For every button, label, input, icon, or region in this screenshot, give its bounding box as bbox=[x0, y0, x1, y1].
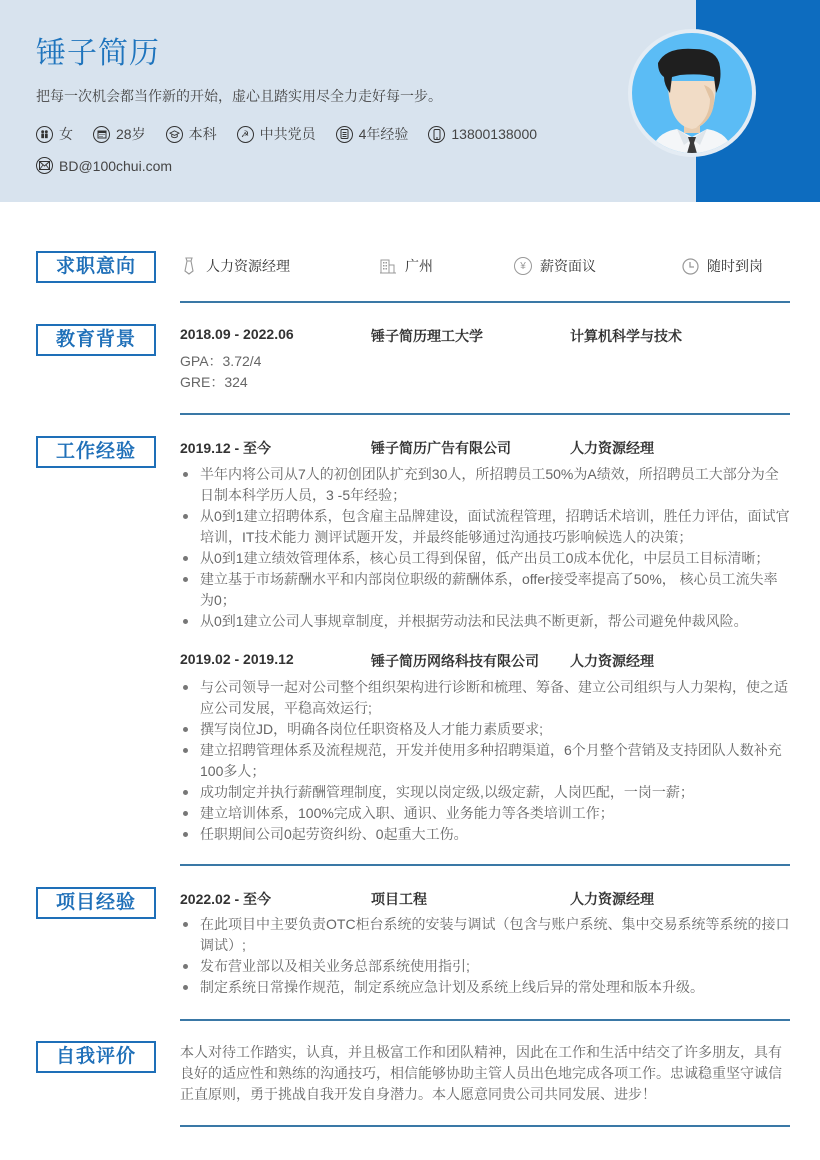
tie-icon bbox=[180, 257, 198, 275]
self-evaluation-text: 本人对待工作踏实，认真，并且极富工作和团队精神，因此在工作和生活中结交了许多朋友，具有良好的适应性和熟练的沟通技巧，相信能够协助主管人员出色地完成各项工作。忠诚稳重坚守诚信正直原则，勇于挑战自我开发自身潜力。本人愿意同贵公司共同发展、进步！ bbox=[180, 1044, 782, 1102]
resume-motto: 把每一次机会都当作新的开始，虚心且踏实用尽全力走好每一步。 bbox=[36, 88, 442, 104]
list-item: 半年内将公司从7人的初创团队扩充到30人，所招聘员工50%为A绩效，所招聘员工大部分为全日制本科学历人员，3 -5年经验； bbox=[180, 464, 790, 506]
info-email: BD@100chui.com bbox=[36, 157, 172, 174]
list-item: 建立招聘管理体系及流程规范，开发并使用多种招聘渠道，6个月整个营销及支持团队人数补充100多人； bbox=[180, 740, 790, 782]
resume-name: 锤子简历 bbox=[36, 37, 160, 70]
intent-position: 人力资源经理 bbox=[180, 256, 290, 276]
project-name: 项目工程 bbox=[371, 891, 427, 907]
list-item: 任职期间公司0起劳资纠纷、0起重大工伤。 bbox=[180, 824, 790, 845]
job-company: 锤子简历网络科技有限公司 bbox=[371, 653, 539, 669]
education-major: 计算机科学与技术 bbox=[570, 328, 682, 344]
project-bullets bbox=[180, 914, 790, 998]
list-item: 发布营业部以及相关业务总部系统使用指引; bbox=[180, 956, 790, 977]
job-intent-row bbox=[180, 251, 790, 281]
education-gpa: GPA：3.72/4 bbox=[180, 353, 262, 369]
list-item: 成功制定并执行薪酬管理制度，实现以岗定级,以级定薪，人岗匹配，一岗一薪； bbox=[180, 782, 790, 803]
contact-info-row bbox=[36, 157, 192, 174]
job-date: 2019.12 - 至今 bbox=[180, 440, 272, 456]
job-role: 人力资源经理 bbox=[570, 653, 654, 669]
intent-availability: 随时到岗 bbox=[681, 256, 763, 276]
list-item: 建立培训体系，100%完成入职、通识、业务能力等各类培训工作； bbox=[180, 803, 790, 824]
job-company: 锤子简历广告有限公司 bbox=[371, 440, 511, 456]
clock-icon bbox=[681, 257, 699, 275]
job-bullets bbox=[180, 464, 790, 632]
info-political-status: ☭ 中共党员 bbox=[237, 124, 316, 144]
calendar-icon bbox=[93, 126, 110, 143]
list-item: 制定系统日常操作规范，制定系统应急计划及系统上线后异的常处理和版本升级。 bbox=[180, 977, 790, 998]
project-role: 人力资源经理 bbox=[570, 891, 654, 907]
info-experience: 4年经验 bbox=[336, 124, 409, 144]
info-age: 28岁 bbox=[93, 124, 146, 144]
info-phone: 13800138000 bbox=[428, 126, 537, 143]
education-school: 锤子简历理工大学 bbox=[371, 328, 483, 344]
job-date: 2019.02 - 2019.12 bbox=[180, 651, 294, 667]
info-degree: 本科 bbox=[166, 124, 217, 144]
list-item: 从0到1建立绩效管理体系，核心员工得到保留，低产出员工0成本优化，中层员工目标清晰； bbox=[180, 548, 790, 569]
building-icon bbox=[379, 257, 397, 275]
divider bbox=[180, 413, 790, 415]
avatar bbox=[628, 29, 756, 157]
divider bbox=[180, 1019, 790, 1021]
list-item: 从0到1建立招聘体系，包含雇主品牌建设，面试流程管理，招聘话术培训，胜任力评估，面试官培训，IT技术能力 测评试题开发，并最终能够通过沟通技巧影响候选人的决策； bbox=[180, 506, 790, 548]
section-title-project: 项目经验 bbox=[36, 887, 156, 919]
list-item: 在此项目中主要负责OTC柜台系统的安装与调试（包含与账户系统、集中交易系统等系统的接口调试）; bbox=[180, 914, 790, 956]
project-date: 2022.02 - 至今 bbox=[180, 891, 272, 907]
document-icon bbox=[336, 126, 353, 143]
section-title-education: 教育背景 bbox=[36, 324, 156, 356]
divider bbox=[180, 864, 790, 866]
section-title-self-evaluation: 自我评价 bbox=[36, 1041, 156, 1073]
mail-icon bbox=[36, 157, 53, 174]
gender-icon bbox=[36, 126, 53, 143]
intent-salary: ¥ 薪资面议 bbox=[514, 256, 596, 276]
list-item: 从0到1建立公司人事规章制度，并根据劳动法和民法典不断更新，帮公司避免仲裁风险。 bbox=[180, 611, 790, 632]
resume-header bbox=[0, 0, 820, 202]
list-item: 撰写岗位JD，明确各岗位任职资格及人才能力素质要求; bbox=[180, 719, 790, 740]
phone-icon bbox=[428, 126, 445, 143]
education-gre: GRE：324 bbox=[180, 374, 248, 390]
divider bbox=[180, 1125, 790, 1127]
section-title-intent: 求职意向 bbox=[36, 251, 156, 283]
yuan-icon: ¥ bbox=[514, 257, 532, 275]
party-emblem-icon: ☭ bbox=[237, 126, 254, 143]
info-gender: 女 bbox=[36, 124, 73, 144]
intent-city: 广州 bbox=[379, 256, 433, 276]
job-role: 人力资源经理 bbox=[570, 440, 654, 456]
list-item: 与公司领导一起对公司整个组织架构进行诊断和梳理、筹备、建立公司组织与人力架构，使之适应公司发展，平稳高效运行; bbox=[180, 677, 790, 719]
graduation-cap-icon bbox=[166, 126, 183, 143]
section-title-work: 工作经验 bbox=[36, 436, 156, 468]
education-date: 2018.09 - 2022.06 bbox=[180, 326, 294, 342]
list-item: 建立基于市场薪酬水平和内部岗位职级的薪酬体系，offer接受率提高了50%， 核心员工流失率为0； bbox=[180, 569, 790, 611]
divider bbox=[180, 301, 790, 303]
job-bullets bbox=[180, 677, 790, 845]
personal-info-row bbox=[36, 124, 557, 144]
